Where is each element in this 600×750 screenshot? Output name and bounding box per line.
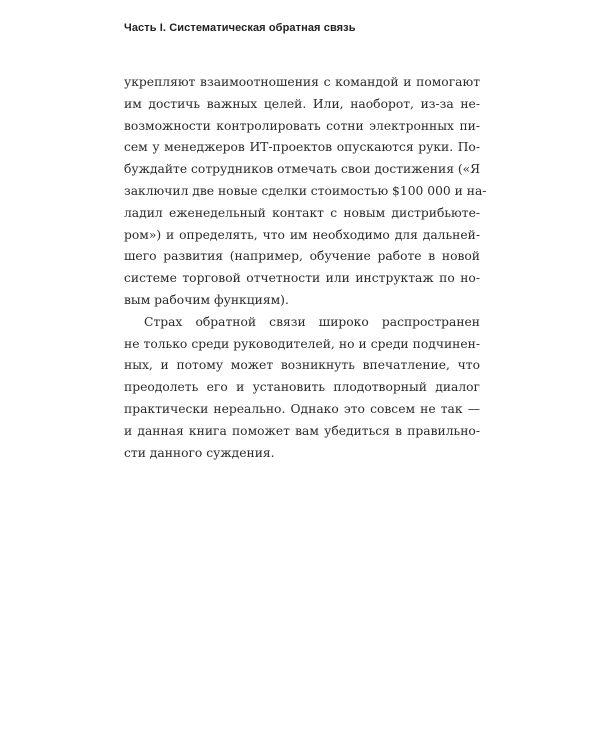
text-line: не только среди руководителей, но и среди подчинен-	[124, 336, 480, 351]
text-line: ладил еженедельный контакт с новым дистрибьюте-	[124, 205, 480, 220]
paragraph-1	[124, 72, 487, 312]
text-line: сем у менеджеров ИТ-проектов опускаются руки. По-	[124, 140, 480, 155]
text-line: заключил две новые сделки стоимостью $100 000 и на-	[124, 183, 487, 198]
paragraph-2	[124, 312, 480, 465]
text-line: им достичь важных целей. Или, наоборот, из-за не-	[124, 96, 480, 111]
body-text	[124, 72, 487, 464]
text-line: системе торговой отчетности или инструктаж по но-	[124, 271, 480, 286]
text-line: возможности контролировать сотни электронных пи-	[124, 118, 480, 133]
running-header: Часть I. Систематическая обратная связь	[124, 22, 356, 34]
text-line: ром») и определять, что им необходимо для дальней-	[124, 227, 480, 242]
text-line: преодолеть его и установить плодотворный диалог	[124, 380, 480, 395]
text-line: укрепляют взаимоотношения с командой и помогают	[124, 75, 480, 89]
text-line: ных, и потому может возникнуть впечатление, что	[124, 358, 480, 373]
text-line: вым рабочим функциям).	[124, 292, 289, 307]
text-line: Страх обратной связи широко распространен	[144, 314, 480, 329]
text-line: сти данного суждения.	[124, 445, 275, 460]
text-line: буждайте сотрудников отмечать свои достижения («Я	[124, 162, 481, 177]
text-line: практически нереально. Однако это совсем не так —	[124, 401, 480, 416]
text-line: шего развития (например, обучение работе в новой	[124, 249, 480, 264]
text-line: и данная книга поможет вам убедиться в правильно-	[124, 423, 480, 438]
